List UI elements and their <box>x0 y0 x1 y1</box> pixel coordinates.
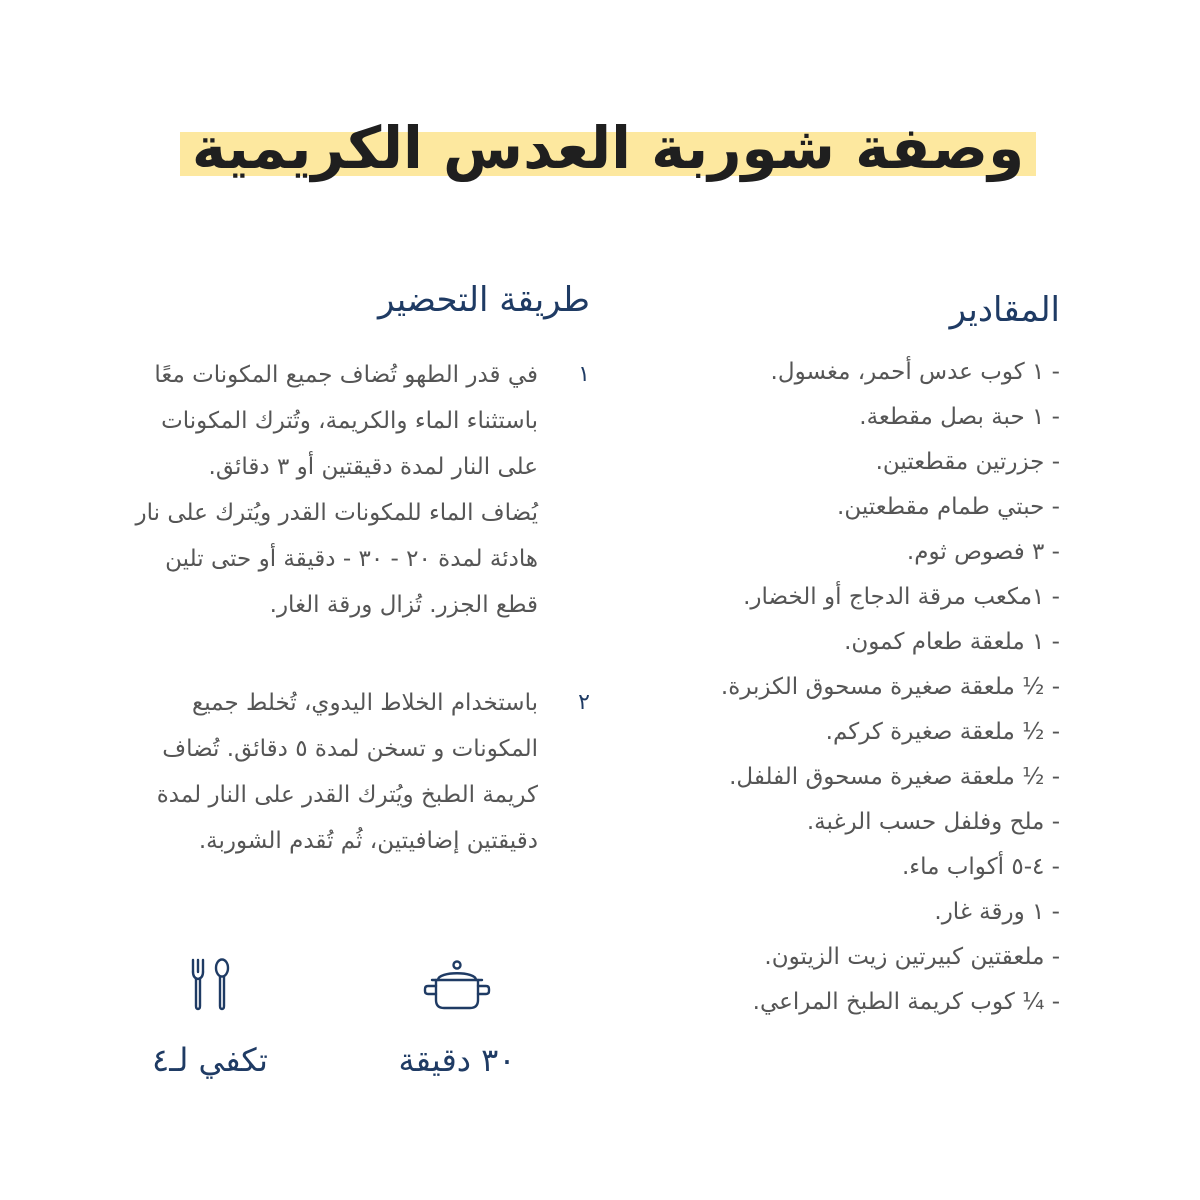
ingredient-item: - ملح وفلفل حسب الرغبة. <box>806 809 1060 835</box>
fork-spoon-icon <box>186 958 234 1012</box>
ingredient-item: - ١ حبة بصل مقطعة. <box>859 404 1060 430</box>
ingredient-item: - ١ كوب عدس أحمر، مغسول. <box>770 359 1060 385</box>
ingredient-item: - ٤-٥ أكواب ماء. <box>902 854 1060 880</box>
ingredient-item: - ½ ملعقة صغيرة مسحوق الفلفل. <box>729 764 1060 790</box>
ingredient-item: - ملعقتين كبيرتين زيت الزيتون. <box>764 944 1060 970</box>
ingredient-item: - جزرتين مقطعتين. <box>875 449 1060 475</box>
servings-label: تكفي لـ٤ <box>152 1041 268 1079</box>
step-number: ١ <box>578 362 590 387</box>
method-step <box>90 680 590 864</box>
step-text: في قدر الطهو تُضاف جميع المكونات معًا باستثناء الماء والكريمة، وتُترك المكونات على النار لمدة دقيقتين أو ٣ دقائق. يُضاف الماء للمكونات القدر ويُترك على نار هادئة لمدة ٢٠ - ٣٠ - دقيقة أو حتى تلين قطع الجزر. تُزال ورقة الغار. <box>135 362 538 618</box>
cooking-time-label: ٣٠ دقيقة <box>398 1041 516 1079</box>
cooking-pot-icon <box>422 958 492 1012</box>
ingredient-item: - ½ ملعقة صغيرة كركم. <box>825 719 1060 745</box>
step-text: باستخدام الخلاط اليدوي، تُخلط جميع المكونات و تسخن لمدة ٥ دقائق. تُضاف كريمة الطبخ ويُترك القدر على النار لمدة دقيقتين إضافيتين، ثُم تُقدم الشوربة. <box>156 690 538 854</box>
servings-info <box>100 958 320 1082</box>
ingredient-item: - ١ ملعقة طعام كمون. <box>844 629 1060 655</box>
ingredient-item: - ٣ فصوص ثوم. <box>906 539 1060 565</box>
method-heading: طريقة التحضير <box>377 280 590 320</box>
ingredient-item: - ¼ كوب كريمة الطبخ المراعي. <box>752 989 1060 1015</box>
ingredients-heading: المقادير <box>949 290 1060 330</box>
page-title: وصفة شوربة العدس الكريمية <box>191 114 1025 182</box>
ingredients-section <box>630 280 1060 1025</box>
method-step <box>90 352 590 628</box>
ingredients-list <box>630 350 1060 1025</box>
ingredient-item: - ١مكعب مرقة الدجاج أو الخضار. <box>743 584 1060 610</box>
ingredient-item: - ½ ملعقة صغيرة مسحوق الكزبرة. <box>720 674 1060 700</box>
cooking-time-info <box>347 958 567 1082</box>
ingredient-item: - حبتي طمام مقطعتين. <box>837 494 1060 520</box>
title-block <box>180 108 1036 188</box>
step-number: ٢ <box>578 690 590 715</box>
ingredient-item: - ١ ورقة غار. <box>934 899 1060 925</box>
method-section <box>90 270 590 916</box>
